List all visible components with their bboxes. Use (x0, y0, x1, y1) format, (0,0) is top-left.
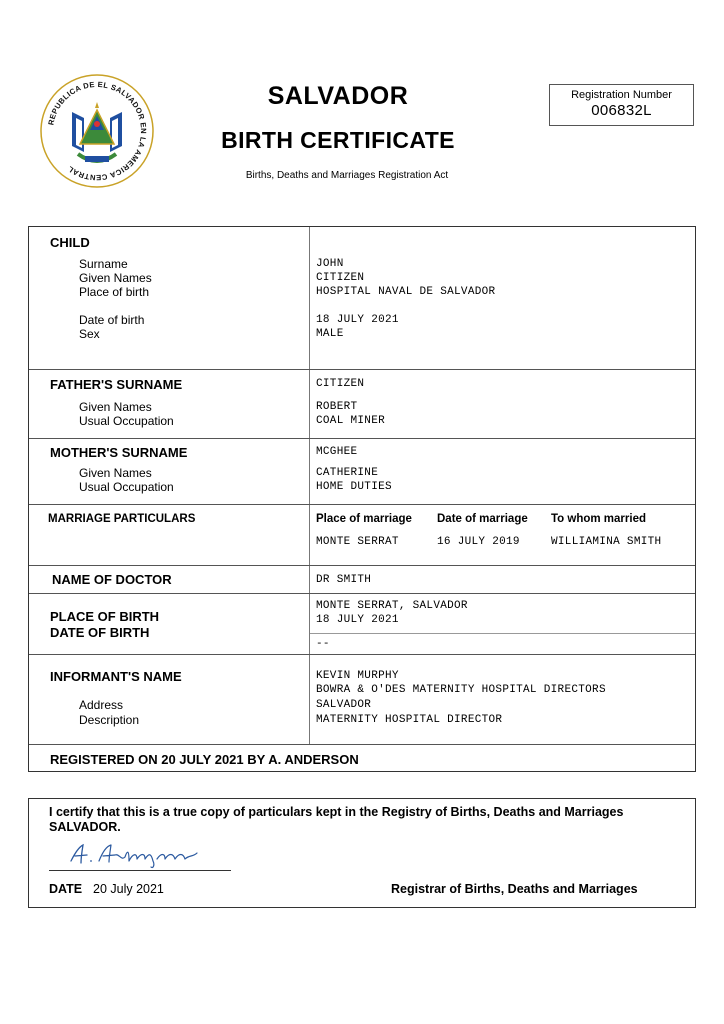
informant-description-label: Description (79, 713, 140, 727)
child-date-of-birth-label: Date of birth (79, 313, 145, 327)
place-of-birth-value: MONTE SERRAT, SALVADOR (316, 600, 468, 612)
mother-occupation-value: HOME DUTIES (316, 481, 392, 493)
father-occupation-value: COAL MINER (316, 415, 386, 427)
registration-number-label: Registration Number (571, 89, 672, 101)
row-divider (29, 438, 695, 439)
document-title-country: SALVADOR (267, 82, 409, 110)
to-whom-married-label: To whom married (551, 513, 646, 525)
row-divider (29, 744, 695, 745)
mother-given-names-value: CATHERINE (316, 467, 379, 479)
child-surname-value: JOHN (316, 258, 344, 270)
place-of-birth-heading: PLACE OF BIRTH (50, 609, 160, 624)
row-divider (29, 654, 695, 655)
child-given-names-label: Given Names (79, 271, 152, 285)
father-surname-value: CITIZEN (316, 378, 365, 390)
row-divider (29, 565, 695, 566)
child-place-of-birth-value: HOSPITAL NAVAL DE SALVADOR (316, 286, 496, 298)
row-divider (29, 504, 695, 505)
registration-number-box (549, 84, 694, 126)
row-divider (29, 369, 695, 370)
place-of-marriage-label: Place of marriage (316, 513, 412, 525)
birth-extra-value: -- (316, 638, 330, 650)
to-whom-married-value: WILLIAMINA SMITH (551, 536, 662, 548)
child-sex-value: MALE (316, 328, 344, 340)
registration-act: Births, Deaths and Marriages Registration Act (245, 170, 449, 181)
informant-name-value: KEVIN MURPHY (316, 670, 399, 682)
child-heading: CHILD (50, 235, 90, 250)
mother-surname-heading: MOTHER'S SURNAME (50, 445, 188, 460)
child-sex-label: Sex (79, 327, 100, 341)
father-given-names-value: ROBERT (316, 401, 358, 413)
date-of-marriage-value: 16 JULY 2019 (437, 536, 520, 548)
doctor-name-value: DR SMITH (316, 574, 372, 586)
row-subdivider (310, 633, 695, 634)
certification-date-label: DATE (49, 882, 83, 896)
signature-icon (67, 839, 227, 869)
informant-address-value: SALVADOR (316, 699, 372, 711)
coat-of-arms-icon (38, 72, 156, 190)
father-surname-heading: FATHER'S SURNAME (50, 377, 183, 392)
informant-description-value: MATERNITY HOSPITAL DIRECTOR (316, 714, 503, 726)
coat-of-arms-seal (38, 72, 156, 190)
place-of-marriage-value: MONTE SERRAT (316, 536, 399, 548)
informant-address-label: Address (79, 698, 124, 712)
registrar-signature (67, 839, 227, 869)
child-surname-label: Surname (79, 257, 128, 271)
certification-date-value: 20 July 2021 (93, 882, 164, 896)
certification-box (28, 798, 696, 908)
row-divider (29, 593, 695, 594)
certificate-table (28, 226, 696, 772)
mother-occupation-label: Usual Occupation (79, 480, 174, 494)
seal-inscription: REPUBLICA DE EL SALVADOR EN LA AMERICA CENTRAL (46, 79, 149, 183)
mother-given-names-label: Given Names (79, 466, 152, 480)
informant-heading: INFORMANT'S NAME (50, 669, 182, 684)
registration-number: 006832L (591, 102, 652, 119)
date-of-birth-value: 18 JULY 2021 (316, 614, 399, 626)
registration-statement: REGISTERED ON 20 JULY 2021 BY A. ANDERSON (50, 752, 359, 767)
signature-line (49, 870, 231, 871)
father-occupation-label: Usual Occupation (79, 414, 174, 428)
child-given-names-value: CITIZEN (316, 272, 365, 284)
certification-statement: I certify that this is a true copy of particulars kept in the Registry of Births, Deaths and Marriages SALVADOR. (49, 805, 624, 834)
column-divider (309, 227, 310, 744)
doctor-heading: NAME OF DOCTOR (52, 572, 172, 587)
father-given-names-label: Given Names (79, 400, 152, 414)
marriage-particulars-heading: MARRIAGE PARTICULARS (48, 513, 196, 525)
informant-organisation-value: BOWRA & O'DES MATERNITY HOSPITAL DIRECTORS (316, 684, 606, 696)
mother-surname-value: MCGHEE (316, 446, 358, 458)
child-place-of-birth-label: Place of birth (79, 285, 150, 299)
registrar-title: Registrar of Births, Deaths and Marriages (391, 882, 638, 896)
document-title: BIRTH CERTIFICATE (221, 127, 455, 153)
date-of-birth-heading: DATE OF BIRTH (50, 625, 150, 640)
child-date-of-birth-value: 18 JULY 2021 (316, 314, 399, 326)
date-of-marriage-label: Date of marriage (437, 513, 528, 525)
